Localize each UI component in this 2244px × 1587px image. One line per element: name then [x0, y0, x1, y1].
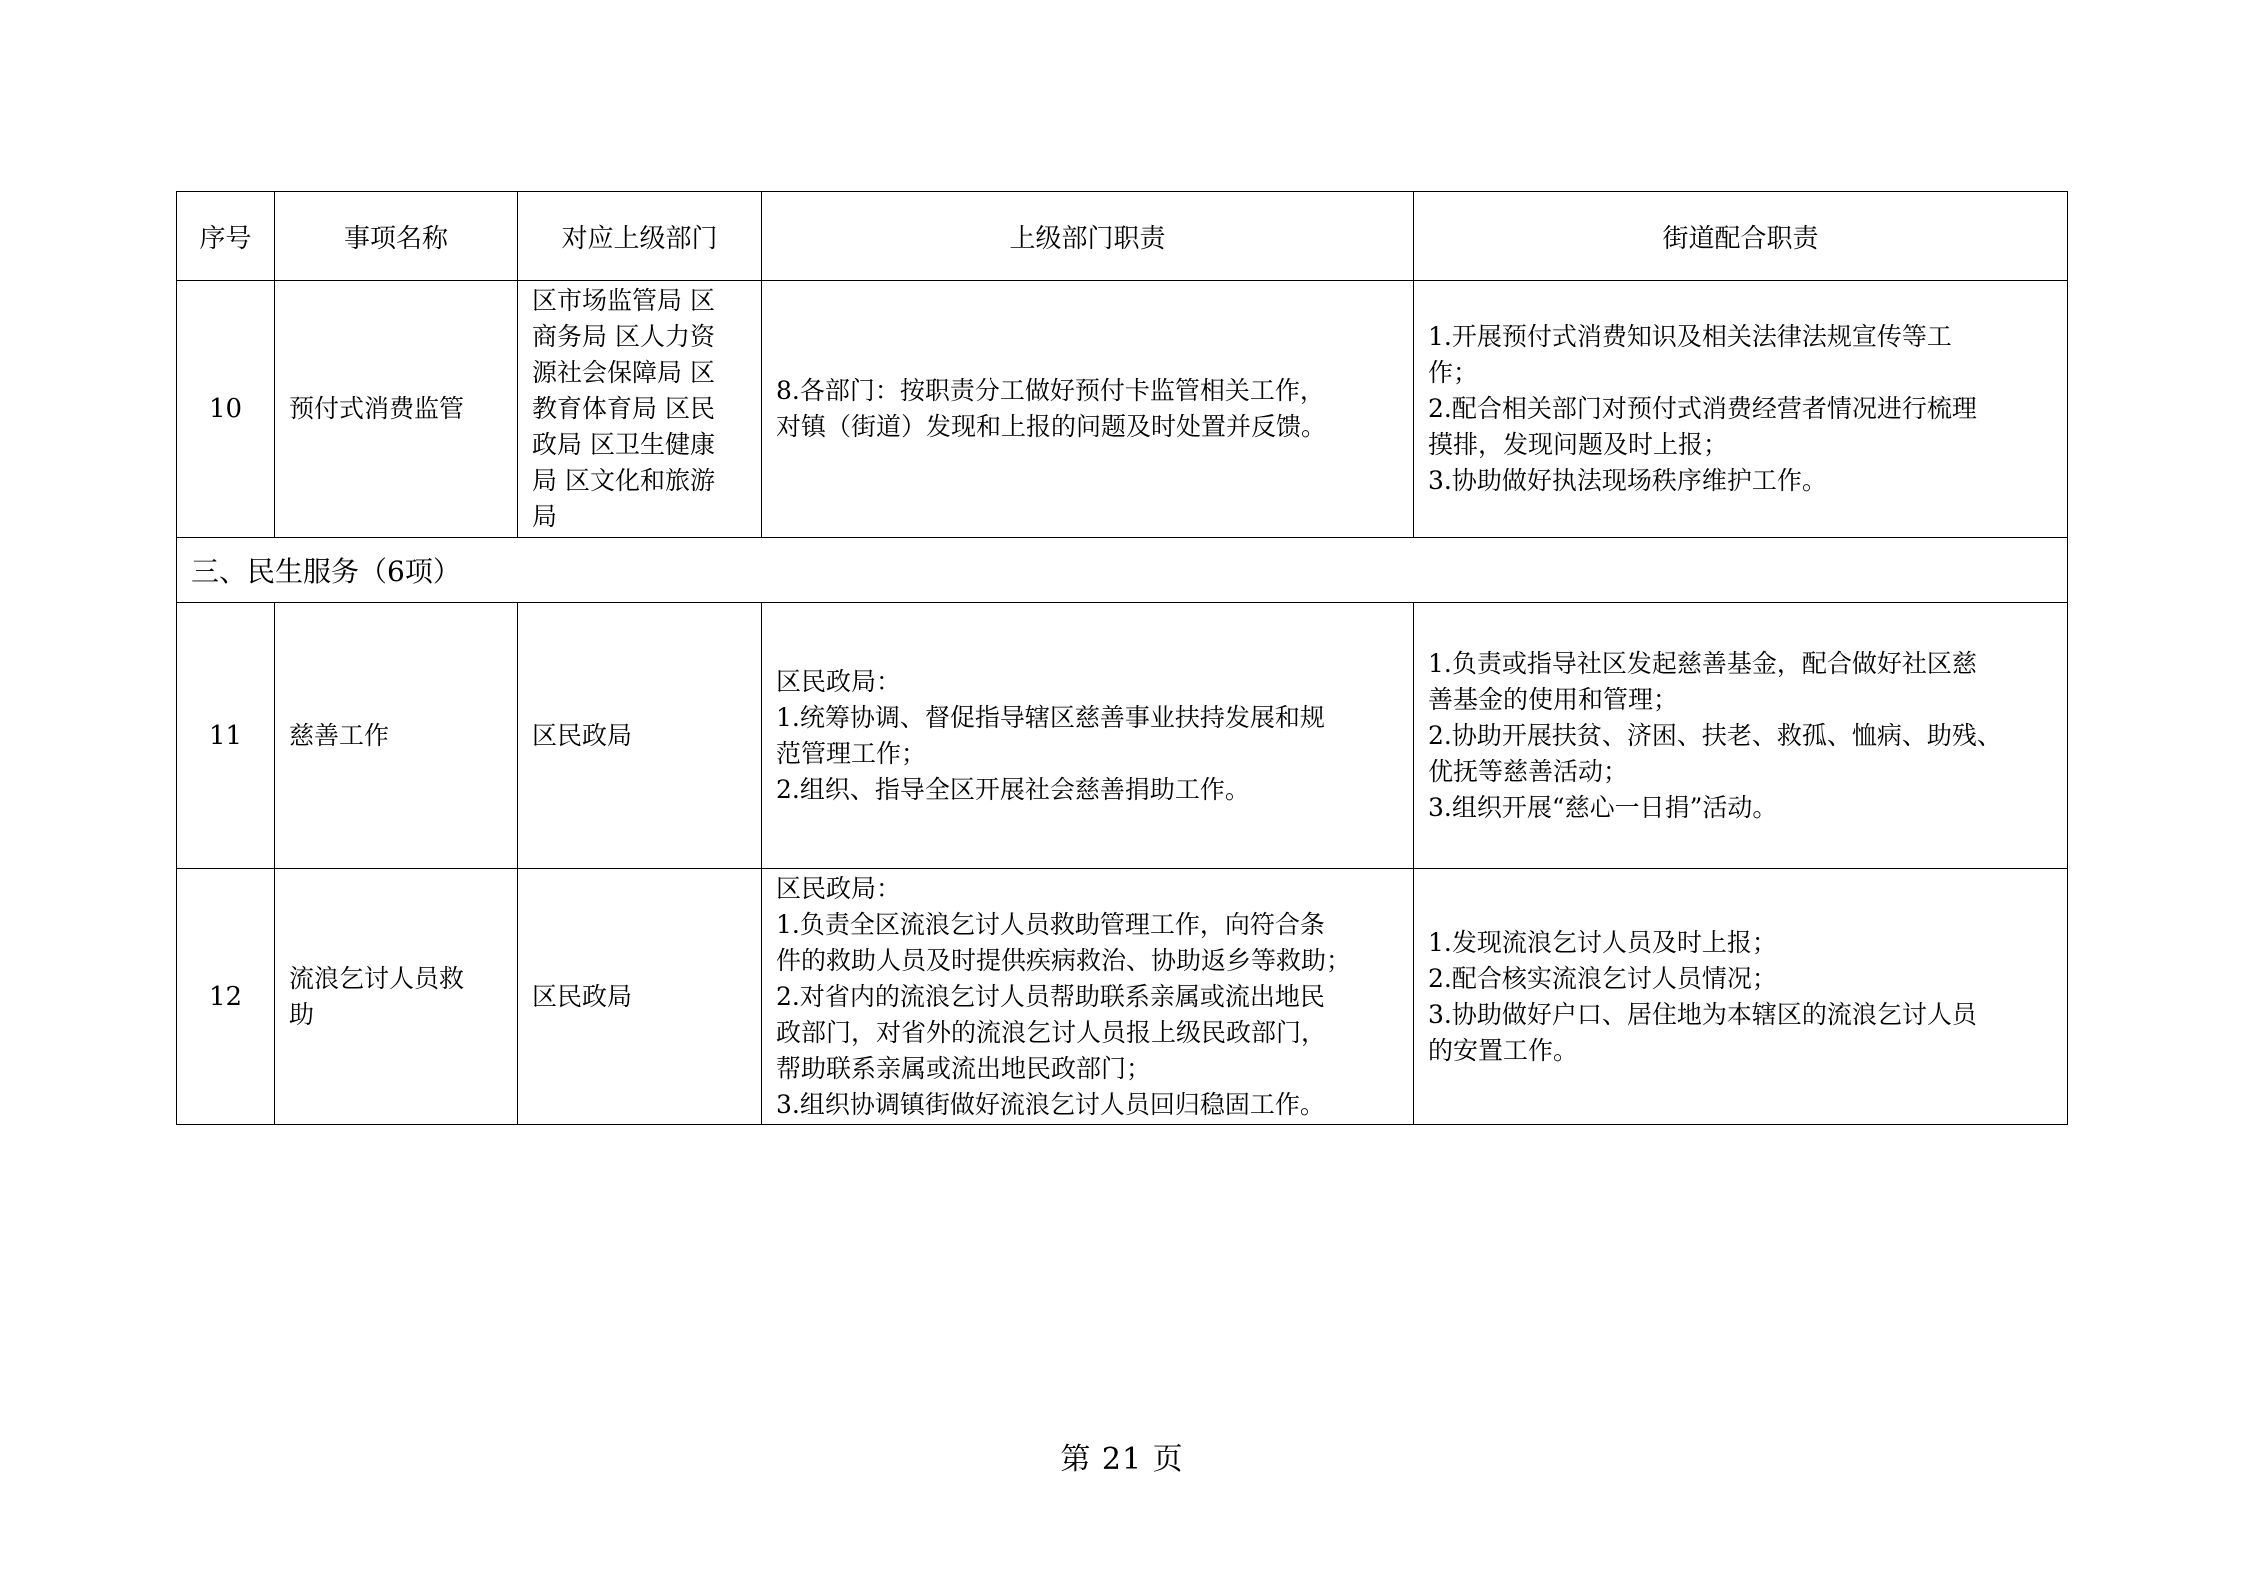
header-item-name: 事项名称 [275, 192, 518, 281]
row-item-name [275, 869, 518, 1125]
text-line: 源社会保障局 区 [532, 358, 715, 387]
row-superior-dept [518, 281, 762, 538]
row-superior-dept [518, 603, 762, 869]
text-line: 1.统筹协调、督促指导辖区慈善事业扶持发展和规 [776, 702, 1325, 732]
text-line: 1.开展预付式消费知识及相关法律法规宣传等工 [1428, 322, 1952, 351]
duty-table [176, 191, 2068, 1125]
text-line: 区民政局： [776, 873, 902, 903]
text-line: 对镇（街道）发现和上报的问题及时处置并反馈。 [776, 412, 1327, 441]
text-line: 8.各部门：按职责分工做好预付卡监管相关工作， [776, 376, 1325, 405]
section-title: 三、民生服务（6项） [177, 538, 2068, 603]
text-line: 商务局 区人力资 [532, 322, 715, 351]
row-street-coop-duty [1414, 281, 2068, 538]
text-line: 流浪乞讨人员救 [289, 963, 465, 993]
text-line: 1.负责或指导社区发起慈善基金，配合做好社区慈 [1428, 648, 1977, 678]
text-line: 区民政局 [532, 720, 633, 750]
text-line: 1.负责全区流浪乞讨人员救助管理工作，向符合条 [776, 909, 1325, 939]
text-line: 局 [532, 502, 558, 531]
row-item-name [275, 281, 518, 538]
table-row [177, 603, 2068, 869]
text-line: 3.组织开展“慈心一日捐”活动。 [1428, 792, 1778, 822]
text-line: 件的救助人员及时提供疾病救治、协助返乡等救助； [776, 945, 1352, 975]
text-line: 政部门，对省外的流浪乞讨人员报上级民政部门， [776, 1017, 1327, 1047]
text-line: 摸排，发现问题及时上报； [1428, 430, 1729, 459]
text-line: 1.发现流浪乞讨人员及时上报； [1428, 927, 1777, 957]
header-street-coop-duty: 街道配合职责 [1414, 192, 2068, 281]
text-line: 区民政局 [532, 981, 633, 1011]
row-seq: 11 [177, 603, 275, 869]
table-header-row [177, 192, 2068, 281]
header-seq: 序号 [177, 192, 275, 281]
page-number: 第 21 页 [1060, 1442, 1184, 1477]
text-line: 区民政局： [776, 666, 902, 696]
row-superior-duty [762, 281, 1414, 538]
text-line: 善基金的使用和管理； [1428, 684, 1679, 714]
row-superior-duty [762, 603, 1414, 869]
text-line: 局 区文化和旅游 [532, 466, 715, 495]
text-line: 3.协助做好户口、居住地为本辖区的流浪乞讨人员 [1428, 999, 1977, 1029]
text-line: 教育体育局 区民 [532, 394, 715, 423]
text-line: 助 [289, 999, 315, 1029]
text-line: 2.协助开展扶贫、济困、扶老、救孤、恤病、助残、 [1428, 720, 2002, 750]
text-line: 优抚等慈善活动； [1428, 756, 1629, 786]
row-street-coop-duty [1414, 869, 2068, 1125]
header-superior-duty: 上级部门职责 [762, 192, 1414, 281]
row-item-name [275, 603, 518, 869]
row-seq: 12 [177, 869, 275, 1125]
text-line: 预付式消费监管 [289, 394, 465, 423]
row-superior-duty [762, 869, 1414, 1125]
text-line: 2.对省内的流浪乞讨人员帮助联系亲属或流出地民 [776, 981, 1325, 1011]
text-line: 2.组织、指导全区开展社会慈善捐助工作。 [776, 774, 1250, 804]
row-street-coop-duty [1414, 603, 2068, 869]
header-superior-dept: 对应上级部门 [518, 192, 762, 281]
table-row [177, 281, 2068, 538]
text-line: 慈善工作 [289, 720, 390, 750]
text-line: 帮助联系亲属或流出地民政部门； [776, 1053, 1152, 1083]
table-row [177, 869, 2068, 1125]
section-row [177, 538, 2068, 603]
text-line: 政局 区卫生健康 [532, 430, 715, 459]
text-line: 作； [1428, 358, 1479, 387]
text-line: 范管理工作； [776, 738, 927, 768]
text-line: 区市场监管局 区 [532, 286, 715, 315]
text-line: 2.配合相关部门对预付式消费经营者情况进行梳理 [1428, 394, 1977, 423]
text-line: 2.配合核实流浪乞讨人员情况； [1428, 963, 1777, 993]
text-line: 的安置工作。 [1428, 1035, 1579, 1065]
text-line: 3.组织协调镇街做好流浪乞讨人员回归稳固工作。 [776, 1089, 1325, 1119]
row-seq: 10 [177, 281, 275, 538]
text-line: 3.协助做好执法现场秩序维护工作。 [1428, 466, 1827, 495]
row-superior-dept [518, 869, 762, 1125]
